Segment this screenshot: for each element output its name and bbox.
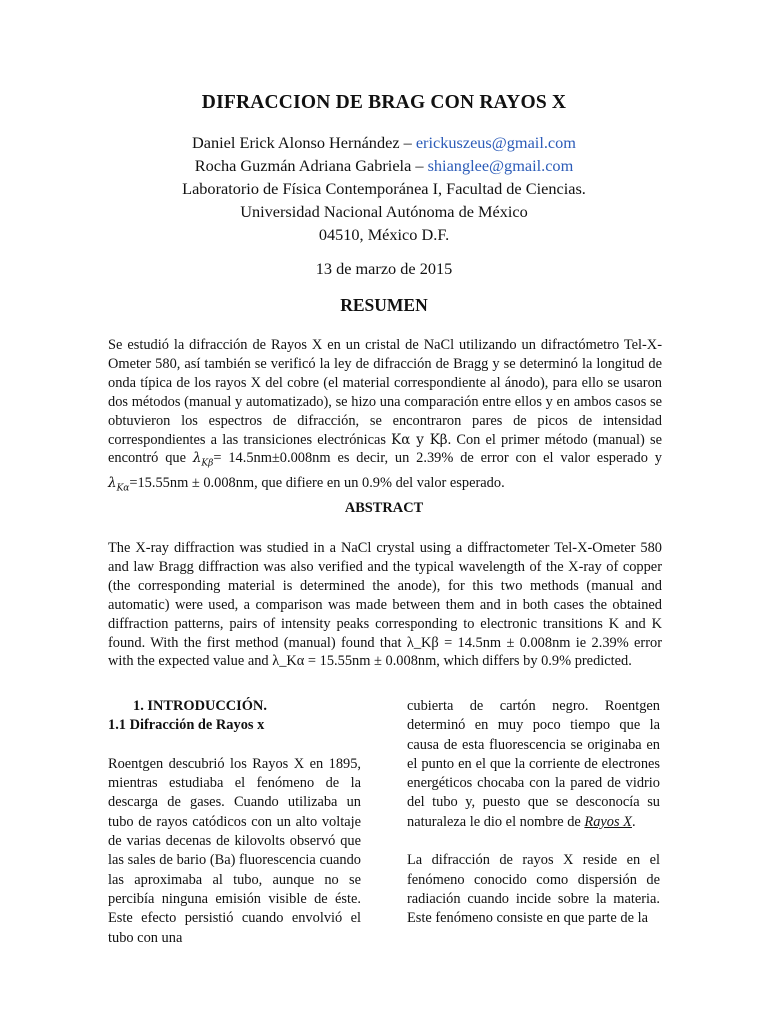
resumen-part-1: Se estudió la difracción de Rayos X en un cristal de NaCl utilizando un difractómetro Tel-X-Ometer 580, así también se verificó la ley de difracción de Bragg y se determinó la longitud de onda típica de los rayos X del cobre (el material correspondiente al ánodo), para ello se usaron dos métodos (manual y automatizado), se hizo una comparación entre ellos y en ambos casos se obtuvieron los espectros de difracción, se encontraron pares de picos de intensidad correspondientes a las transiciones electrónicas <box>108 337 662 448</box>
paper-title: DIFRACCION DE BRAG CON RAYOS X <box>201 92 567 113</box>
rayos-x-term: Rayos X <box>584 813 632 830</box>
author-2 <box>0 154 768 177</box>
author-block <box>0 131 768 246</box>
resumen-part-4: =15.55nm ± 0.008nm, que difiere en un 0.9% del valor esperado. <box>129 475 505 492</box>
intro-paragraph-1: Roentgen descubrió los Rayos X en 1895, mientras estudiaba el fenómeno de la descarga de gases. Cuando utilizaba un tubo de rayos catódicos con un alto voltaje de varias decenas de kilovolts observó que las sales de bario (Ba) fluorescencia cuando las aproximaba al tubo, aunque no se percibía ninguna emisión visible de éste. Este efecto persistió cuando envolvió el tubo con una <box>108 755 361 946</box>
resumen-text <box>108 336 662 499</box>
k-alpha-beta-symbols: Kα y Kβ <box>391 431 448 448</box>
section-1-heading: 1. INTRODUCCIÓN. <box>133 698 267 714</box>
author-1-email-link[interactable]: erickuszeus@gmail.com <box>415 133 576 152</box>
intro-paragraph-3: La difracción de rayos X reside en el fenómeno conocido como dispersión de radiación cuando incide sobre la materia. Este fenómeno consiste en que parte de la <box>407 852 660 927</box>
affiliation-university: Universidad Nacional Autónoma de México <box>240 202 528 221</box>
author-1 <box>0 131 768 154</box>
author-1-name: Daniel Erick Alonso Hernández – <box>192 133 416 152</box>
lambda-k-alpha-symbol: $\lambda_{K\alpha}$ <box>108 475 130 494</box>
affiliation-address: 04510, México D.F. <box>318 225 450 244</box>
lambda-k-beta-symbol: $\lambda_{K\beta}$ <box>192 450 214 470</box>
resumen-part-2: . Con el primer método (manual) se encontró que <box>108 431 663 467</box>
right-column <box>407 697 660 929</box>
resumen-part-3: = 14.5nm±0.008nm es decir, un 2.39% de error con el valor esperado y <box>213 450 662 467</box>
paper-date: 13 de marzo de 2015 <box>315 259 453 278</box>
author-2-email-link[interactable]: shianglee@gmail.com <box>427 156 574 175</box>
resumen-heading: RESUMEN <box>340 295 428 315</box>
abstract-heading: ABSTRACT <box>344 500 424 516</box>
left-column <box>108 697 361 948</box>
author-2-name: Rocha Guzmán Adriana Gabriela – <box>194 156 428 175</box>
intro-paragraph-2: cubierta de cartón negro. Roentgen determinó en muy poco tiempo que la causa de esta fluorescencia se originaba en el punto en el que la corriente de electrones energéticos chocaba con la pared de vidrio del tubo y, puesto que se desconocía su naturaleza le dio el nombre de Rayos X. <box>407 698 660 830</box>
section-1-1-heading: 1.1 Difracción de Rayos x <box>108 717 265 734</box>
affiliation-lab: Laboratorio de Física Contemporánea I, Facultad de Ciencias. <box>182 179 586 198</box>
abstract-text: The X-ray diffraction was studied in a NaCl crystal using a diffractometer Tel-X-Ometer 580 and law Bragg diffraction was also verified and the typical wavelength of the X-ray of copper (the corresponding material is determined the anode), for this two methods (manual and automatic) were used, a comparison was made between them and in both cases the obtained diffraction patterns, pairs of intensity peaks corresponding to electronic transitions K and K found. With the first method (manual) found that λ_Kβ = 14.5nm ± 0.008nm ie 2.39% error with the expected value and λ_Kα = 15.55nm ± 0.008nm, which differs by 0.9% predicted. <box>108 540 662 670</box>
